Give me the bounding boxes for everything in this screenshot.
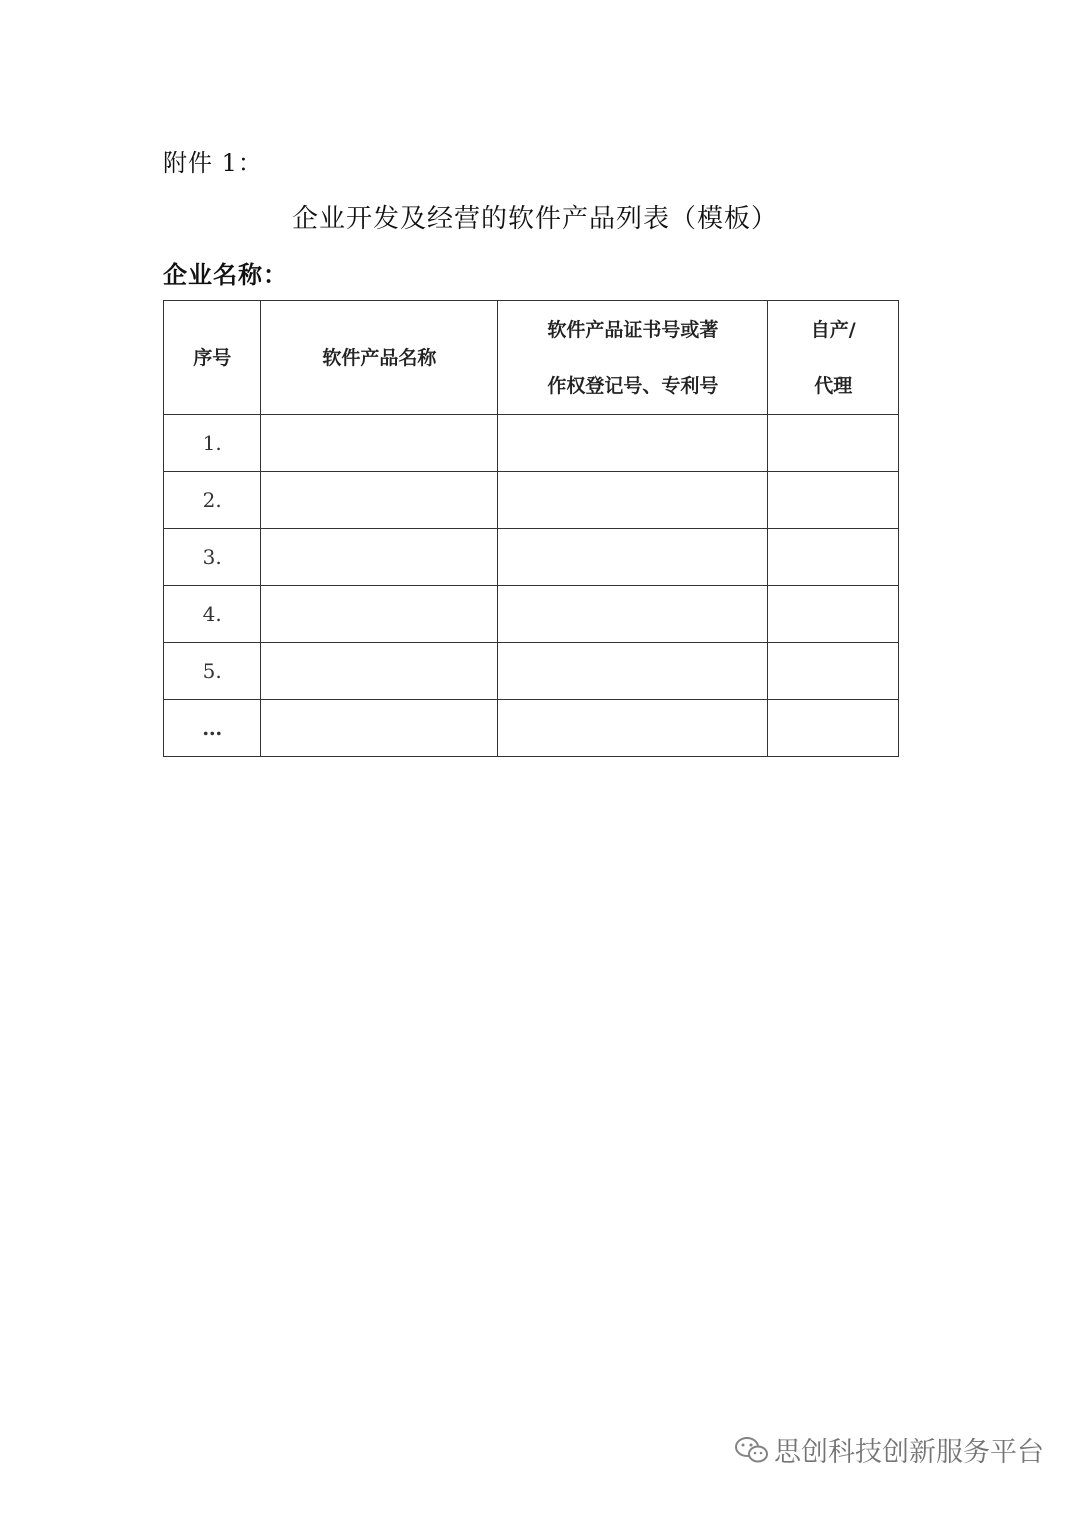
company-name-label: 企业名称： xyxy=(163,261,288,289)
row-certificate-cell[interactable] xyxy=(498,586,768,643)
header-production-type: 自产/ 代理 xyxy=(768,301,899,415)
row-product-name-cell[interactable] xyxy=(261,529,498,586)
row-type-cell[interactable] xyxy=(768,472,899,529)
attachment-label: 附件 1： xyxy=(163,149,263,177)
row-certificate-cell[interactable] xyxy=(498,529,768,586)
wechat-icon xyxy=(734,1435,770,1465)
row-index: 2. xyxy=(164,472,261,529)
row-product-name-cell[interactable] xyxy=(261,643,498,700)
row-index: 5. xyxy=(164,643,261,700)
row-index: 1. xyxy=(164,415,261,472)
row-certificate-cell[interactable] xyxy=(498,472,768,529)
row-type-cell[interactable] xyxy=(768,586,899,643)
row-type-cell[interactable] xyxy=(768,415,899,472)
row-index: 4. xyxy=(164,586,261,643)
table-row xyxy=(164,472,899,529)
table-row xyxy=(164,586,899,643)
table-row xyxy=(164,643,899,700)
row-certificate-cell[interactable] xyxy=(498,415,768,472)
row-product-name-cell[interactable] xyxy=(261,700,498,757)
header-index: 序号 xyxy=(164,301,261,415)
row-product-name-cell[interactable] xyxy=(261,472,498,529)
row-certificate-cell[interactable] xyxy=(498,643,768,700)
row-product-name-cell[interactable] xyxy=(261,415,498,472)
watermark xyxy=(734,1430,1044,1469)
software-product-table xyxy=(163,300,899,757)
header-certificate-number: 软件产品证书号或著 作权登记号、专利号 xyxy=(498,301,768,415)
header-product-name: 软件产品名称 xyxy=(261,301,498,415)
table-row xyxy=(164,529,899,586)
table-row xyxy=(164,700,899,757)
row-type-cell[interactable] xyxy=(768,643,899,700)
table-header-row xyxy=(164,301,899,415)
row-type-cell[interactable] xyxy=(768,700,899,757)
row-certificate-cell[interactable] xyxy=(498,700,768,757)
row-type-cell[interactable] xyxy=(768,529,899,586)
watermark-text: 思创科技创新服务平台 xyxy=(774,1437,1044,1468)
row-index: 3. xyxy=(164,529,261,586)
row-index-ellipsis: … xyxy=(164,700,261,757)
table-row xyxy=(164,415,899,472)
row-product-name-cell[interactable] xyxy=(261,586,498,643)
document-title: 企业开发及经营的软件产品列表（模板） xyxy=(291,204,778,234)
